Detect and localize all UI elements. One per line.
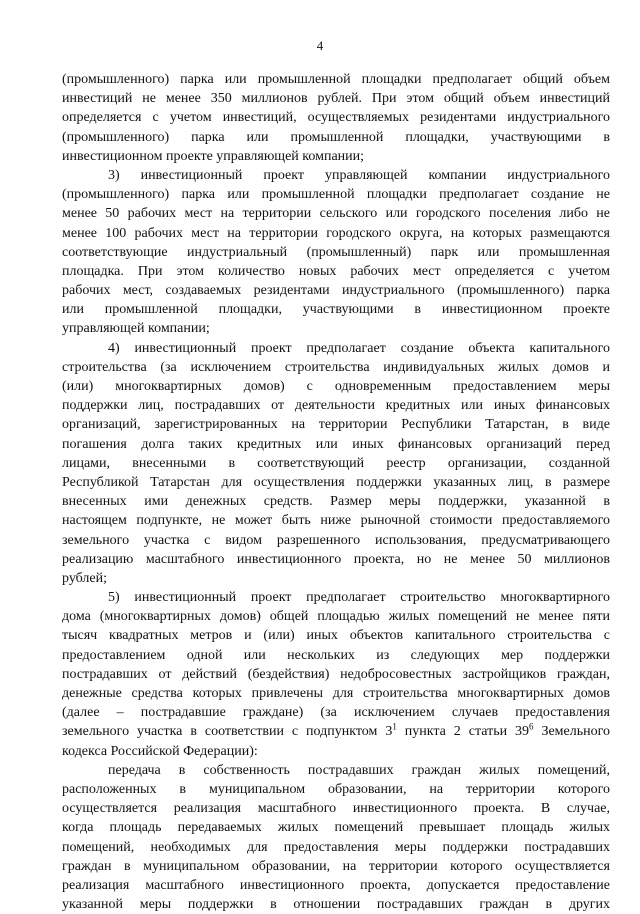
text-line: инвестиционном проекте управляющей компании; (62, 148, 365, 164)
text-line: (промышленного) парка или промышленной площадки предполагает создание не (62, 187, 610, 203)
text-line: погашения долга таких кредитных или иных финансовых организаций перед (62, 436, 610, 452)
text-line: строительства (за исключением строительства индивидуальных жилых домов и (62, 359, 610, 375)
text-line: лицами, внесенными в соответствующий реестр организации, созданной (62, 455, 610, 471)
text-line: внесенных ими денежных средств. Размер меры поддержки, указанной в (62, 494, 610, 510)
text-line: (далее – пострадавшие граждане) (за исключением случаев предоставления (62, 705, 610, 721)
text-line: помещений, необходимых для предоставления меры поддержки пострадавших (62, 839, 610, 855)
text-line: или промышленной площадки, участвующими в инвестиционном проекте (62, 302, 610, 318)
text-line: менее 50 рабочих мест на территории сельского или городского поселения либо не (62, 206, 610, 222)
text-line: управляющей компании; (62, 321, 210, 337)
text-fragment: земельного участка в соответствии с подпунктом 3 (62, 724, 393, 740)
text-line: расположенных в муниципальном образовании, на территории которого (62, 781, 610, 797)
text-line: осуществляется реализация масштабного инвестиционного проекта. В случае, (62, 801, 610, 817)
text-line: тысяч квадратных метров и (или) иных объектов капитального строительства с (62, 628, 610, 644)
text-line: (промышленного) парка или промышленной площадки предполагает общий объем (62, 72, 610, 87)
text-line: денежные средства которых привлечены для строительства многоквартирных домов (62, 686, 610, 701)
text-line: настоящем подпункте, не может быть ниже рыночной стоимости предоставляемого (62, 513, 610, 529)
text-line: инвестиций не менее 350 миллионов рублей. При этом общий объем инвестиций (62, 91, 610, 107)
paragraph-3-start: 3) инвестиционный проект управляющей компании индустриального (108, 167, 610, 183)
text-line: кодекса Российской Федерации): (62, 743, 258, 759)
superscript: 6 (529, 721, 534, 732)
text-line: Республикой Татарстан для осуществления поддержки указанных лиц, в размере (62, 474, 610, 490)
page-number: 4 (316, 38, 324, 53)
text-line: указанной меры поддержки в отношении пострадавших граждан в других (62, 897, 610, 913)
text-line: рабочих мест, создаваемых резидентами индустриального (промышленного) парка (62, 283, 610, 299)
text-fragment: Земельного (533, 724, 611, 740)
text-line: (промышленного) парка или промышленной площадки, участвующими в (62, 129, 610, 145)
document-body (62, 70, 610, 914)
text-line: менее 100 рабочих мест на территории городского округа, на которых размещаются (62, 225, 610, 241)
text-line: дома (многоквартирных домов) общей площадью жилых помещений не менее пяти (62, 609, 610, 625)
text-line: площадка. При этом количество новых рабочих мест определяется с учетом (62, 263, 610, 279)
text-fragment: пункта 2 статьи 39 (396, 724, 530, 740)
text-line: (или) многоквартирных домов) с одновременным предоставлением меры (62, 379, 610, 394)
text-line: реализацию масштабного инвестиционного проекта, но не менее 50 миллионов (62, 551, 610, 567)
text-line: предоставлением одной или нескольких из следующих мер поддержки (62, 647, 610, 663)
text-line: реализация масштабного инвестиционного проекта, допускается предоставление (62, 877, 610, 893)
text-line-with-references (62, 722, 610, 741)
text-line: поддержки лиц, пострадавших от деятельности кредитных или иных финансовых (62, 398, 610, 414)
text-line: соответствующие индустриальный (промышленный) парк или промышленная (62, 244, 610, 260)
superscript: 1 (392, 721, 397, 732)
text-line: организаций, зарегистрированных на территории Республики Татарстан, в виде (62, 417, 610, 433)
text-line: пострадавших от действий (бездействия) недобросовестных застройщиков граждан, (62, 666, 610, 682)
text-line: граждан в муниципальном образовании, на территории которого осуществляется (62, 858, 610, 874)
text-line: земельного участка с видом разрешенного использования, предусматривающего (62, 532, 610, 548)
text-line: когда площадь передаваемых жилых помещений превышает площадь жилых (62, 820, 610, 836)
paragraph-4-start: 4) инвестиционный проект предполагает создание объекта капитального (108, 340, 610, 356)
text-line: рублей; (62, 570, 107, 586)
paragraph-6-start: передача в собственность пострадавших граждан жилых помещений, (108, 762, 610, 778)
paragraph-5-start: 5) инвестиционный проект предполагает строительство многоквартирного (108, 590, 610, 606)
text-line: определяется с учетом инвестиций, осуществляемых резидентами индустриального (62, 110, 610, 126)
